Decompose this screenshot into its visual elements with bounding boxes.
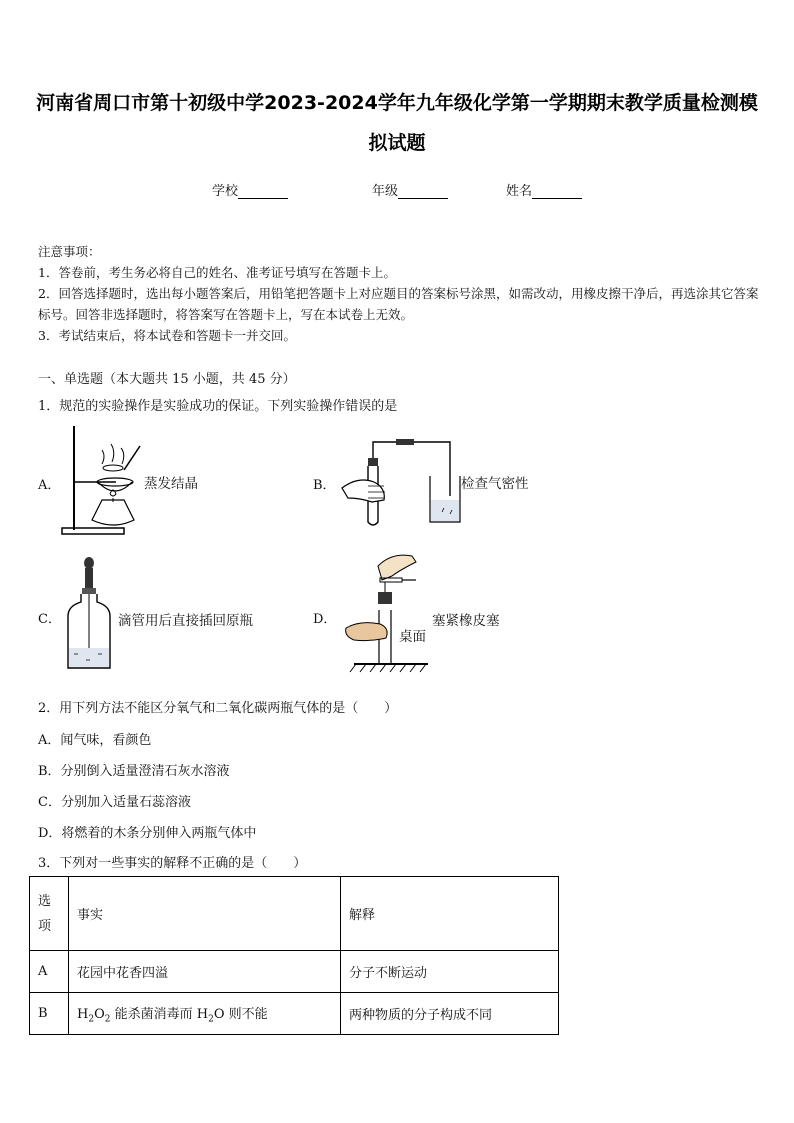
table-header-row (30, 877, 559, 951)
section-heading: 一、单选题（本大题共 15 小题，共 45 分） (38, 372, 296, 387)
notice-heading: 注意事项： (38, 244, 101, 259)
name-field[interactable] (506, 180, 582, 199)
q1-option-b-letter[interactable]: B． (313, 478, 336, 493)
q2-option-a[interactable]: A．闻气味，看颜色 (38, 733, 152, 748)
notice-item: 3．考试结束后，将本试卷和答题卡一并交回。 (38, 328, 296, 343)
page-title-line2: 拟试题 (368, 132, 426, 154)
table-row[interactable] (30, 951, 559, 993)
school-blank[interactable] (238, 185, 288, 199)
table-cell-explanation: 两种物质的分子构成不同 (341, 993, 559, 1035)
table-header-explanation: 解释 (341, 877, 559, 951)
table-cell-option: A (30, 951, 69, 993)
name-label: 姓名 (506, 184, 533, 199)
table-header-fact: 事实 (69, 877, 341, 951)
notice-block (38, 241, 763, 346)
page-title-line1: 河南省周口市第十初级中学2023-2024学年九年级化学第一学期期末教学质量检测模 (36, 92, 758, 114)
stopper-tube-image (340, 548, 432, 674)
airtightness-check-image (338, 436, 463, 532)
q2-option-d[interactable]: D．将燃着的木条分别伸入两瓶气体中 (38, 826, 257, 841)
table-cell-explanation: 分子不断运动 (341, 951, 559, 993)
q1-option-d-letter[interactable]: D． (313, 612, 337, 627)
name-blank[interactable] (532, 185, 582, 199)
q1-option-a-letter[interactable]: A． (38, 478, 61, 493)
q3-table (29, 876, 559, 1035)
q1-stem: 1．规范的实验操作是实验成功的保证。下列实验操作错误的是 (38, 399, 398, 414)
table-cell-fact: 花园中花香四溢 (69, 951, 341, 993)
q1-option-c-letter[interactable]: C． (38, 612, 61, 627)
q1-option-d-caption: 塞紧橡皮塞 (432, 613, 500, 629)
grade-field[interactable] (372, 180, 448, 199)
table-row[interactable] (30, 993, 559, 1035)
q1-option-c-caption: 滴管用后直接插回原瓶 (118, 613, 253, 629)
table-header-option: 选项 (30, 877, 69, 951)
q1-option-b-caption: 检查气密性 (461, 476, 529, 492)
table-cell-option: B (30, 993, 69, 1035)
notice-item: 1．答卷前，考生务必将自己的姓名、准考证号填写在答题卡上。 (38, 265, 396, 280)
q3-stem: 3．下列对一些事实的解释不正确的是（ ） (38, 856, 307, 871)
school-field[interactable] (212, 180, 288, 199)
grade-label: 年级 (372, 184, 399, 199)
school-label: 学校 (212, 184, 239, 199)
table-cell-fact: $H_2O_2$ 能杀菌消毒而 $H_2O$ 则不能 (69, 993, 341, 1035)
q2-stem: 2．用下列方法不能区分氧气和二氧化碳两瓶气体的是（ ） (38, 701, 398, 716)
q2-option-b[interactable]: B．分别倒入适量澄清石灰水溶液 (38, 764, 230, 779)
evaporation-apparatus-image (58, 424, 144, 540)
notice-item: 2．回答选择题时，选出每小题答案后，用铅笔把答题卡上对应题目的答案标号涂黑，如需改动，用橡皮擦干净后，再选涂其它答案标号。回答非选择题时，将答案写在答题卡上，写在本试卷上无效。 (38, 286, 759, 322)
grade-blank[interactable] (398, 185, 448, 199)
q1-option-d-table-label: 桌面 (399, 629, 426, 645)
q1-option-a-caption: 蒸发结晶 (144, 476, 198, 492)
q2-option-c[interactable]: C．分别加入适量石蕊溶液 (38, 795, 191, 810)
dropper-bottle-image (62, 556, 116, 674)
